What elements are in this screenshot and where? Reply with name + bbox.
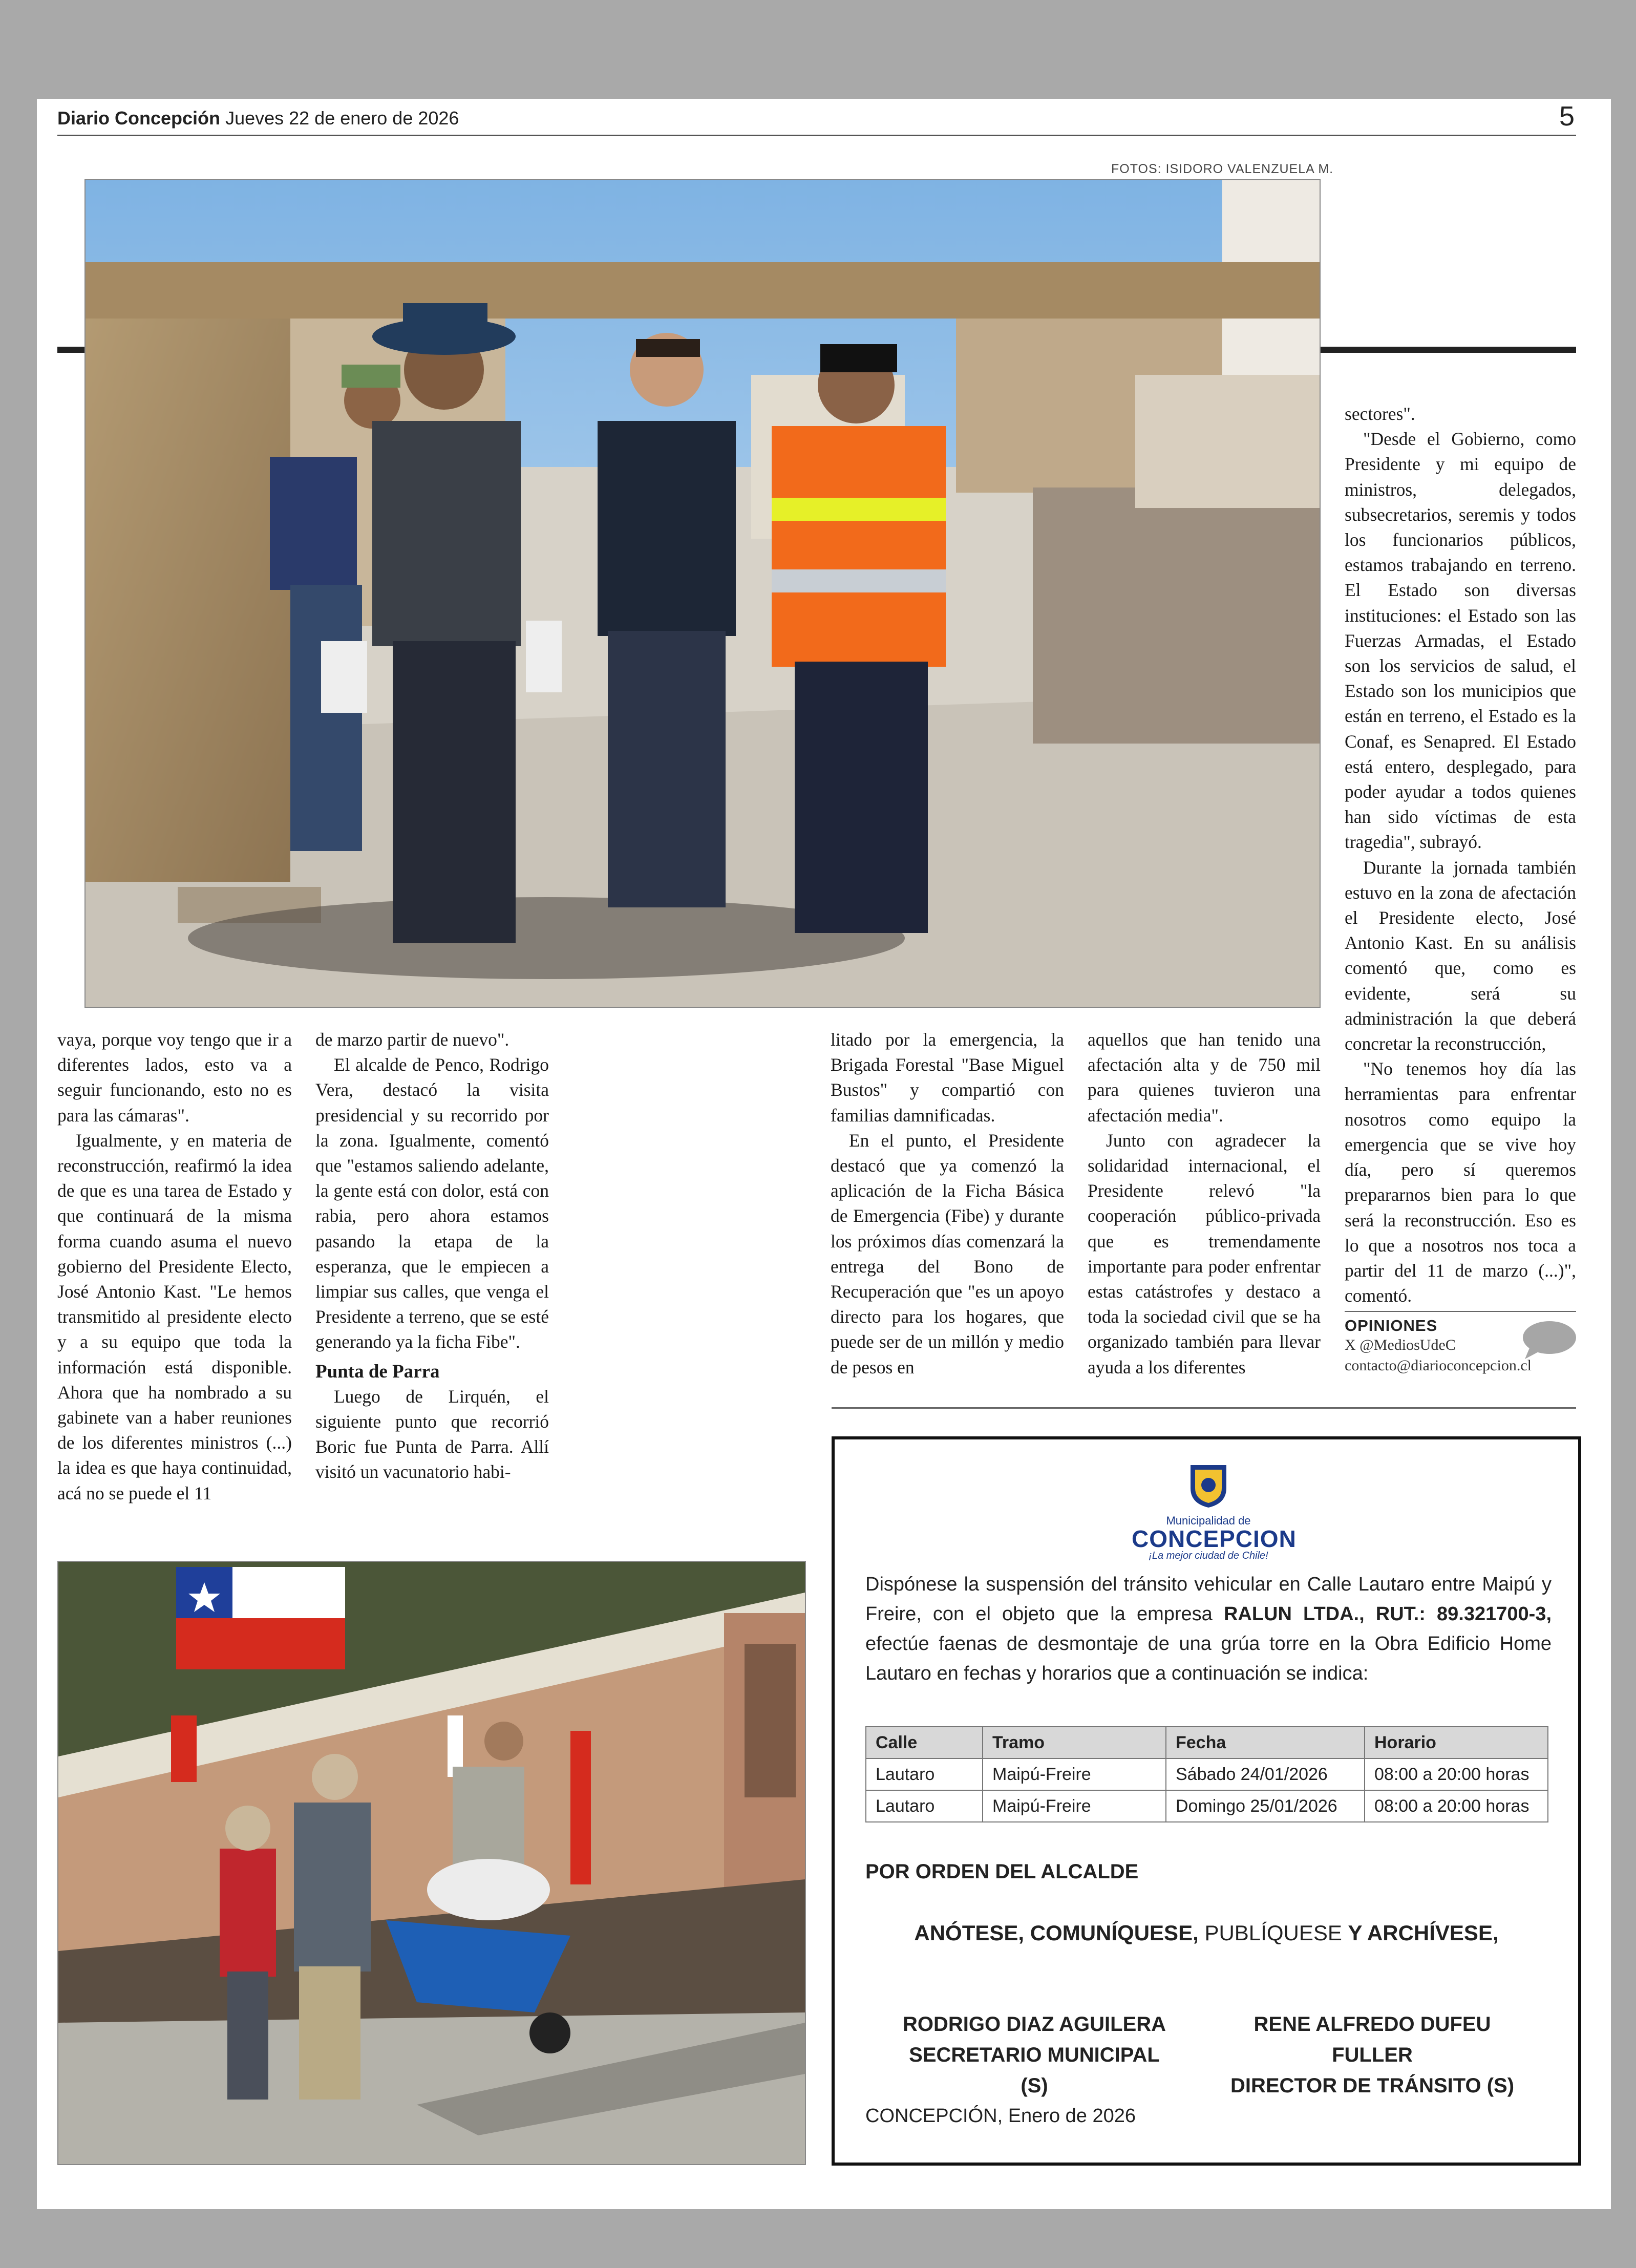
cell-tramo: Maipú-Freire	[983, 1758, 1166, 1790]
anotese-part-2: PUBLÍQUESE	[1204, 1921, 1342, 1945]
article-column-2	[315, 1027, 549, 1485]
col2-paragraph-3: Luego de Lirquén, el siguiente punto que recorrió Boric fue Punta de Parra. Allí visitó un vacunatorio habi-	[315, 1386, 549, 1482]
notice-top-divider	[832, 1407, 1576, 1409]
col3-paragraph-1: litado por la emergencia, la Brigada Forestal "Base Miguel Bustos" y compartió con familias damnificadas.	[831, 1029, 1064, 1126]
col1-paragraph-2: Igualmente, y en materia de reconstrucción, reafirmó la idea de que es una tarea de Estado y que continuará de la misma forma cuando asuma el nuevo gobierno del Presidente Electo, José Antonio Kast. "Le hemos transmitido al presidente electo y a su equipo que toda la información está disponible. Ahora que ha nombrado a su gabinete van a haber reuniones de los diferentes ministros (...) la idea es que haya continuidad, acá no se puede el 11	[57, 1130, 292, 1503]
col5-paragraph-4: "No tenemos hoy día las herramientas para enfrentar nosotros como equipo la emergencia que se vive hoy día, pero sí queremos prepararnos bien para lo que será la reconstrucción. Eso es lo que a nosotros nos toca a partir del 11 de marzo (...)", comentó.	[1345, 1058, 1576, 1306]
col2-paragraph-1: de marzo partir de nuevo".	[315, 1029, 509, 1050]
main-photo-illustration	[86, 180, 1320, 1007]
th-tramo: Tramo	[983, 1727, 1166, 1758]
table-row	[866, 1758, 1548, 1790]
anotese-line	[835, 1921, 1578, 1945]
director-title: DIRECTOR DE TRÁNSITO (S)	[1230, 2074, 1515, 2097]
article-column-1	[57, 1027, 292, 1506]
municipal-notice	[832, 1436, 1581, 2166]
cell-calle: Lautaro	[866, 1758, 983, 1790]
opinions-divider	[1345, 1311, 1576, 1312]
table-row	[866, 1790, 1548, 1822]
secretary-name: RODRIGO DIAZ AGUILERA	[902, 2013, 1166, 2036]
col3-paragraph-2: En el punto, el Presidente destacó que ya comenzó la aplicación de la Ficha Básica de Emergencia (Fibe) y durante los próximos días comenzará la entrega del Bono de Recuperación que "es un apoyo directo para los hogares, que puede ser de un millón y medio de pesos en	[831, 1130, 1064, 1377]
opinions-twitter[interactable]: X @MediosUdeC	[1345, 1337, 1456, 1353]
place-date: CONCEPCIÓN, Enero de 2026	[865, 2105, 1136, 2127]
municipal-logo	[1132, 1462, 1297, 1565]
th-horario: Horario	[1365, 1727, 1548, 1758]
article-column-3	[831, 1027, 1064, 1380]
cell-fecha: Domingo 25/01/2026	[1166, 1790, 1365, 1822]
col4-paragraph-2: Junto con agradecer la solidaridad internacional, el Presidente relevó "la cooperación público-privada que es tremendamente importante para poder enfrentar estas catástrofes y destaco a toda la sociedad civil que se ha organizado también para llevar ayuda a los diferentes	[1088, 1130, 1321, 1377]
opinions-title: OPINIONES	[1345, 1317, 1438, 1334]
speech-bubble-icon	[1520, 1320, 1576, 1360]
signature-director	[1219, 2009, 1526, 2101]
logo-municipalidad: Municipalidad de	[1166, 1514, 1251, 1527]
section-rule-left	[57, 347, 86, 353]
director-name: RENE ALFREDO DUFEU FULLER	[1253, 2013, 1491, 2066]
logo-concepcion: CONCEPCION	[1132, 1525, 1297, 1552]
page-header	[57, 108, 459, 129]
col5-paragraph-2: "Desde el Gobierno, como Presidente y mi equipo de ministros, delegados, subsecretarios, seremis y todos los funcionarios públicos, estamos trabajando en terreno. El Estado son diversas instituciones: el Estado son las Fuerzas Armadas, el Estado son los servicios de salud, el Estado son los municipios que están en terreno, el Estado es la Conaf, es Senapred. El Estado está entero, desplegado, para poder ayudar a todos quienes han sido víctimas de esta tragedia", subrayó.	[1345, 429, 1576, 853]
cell-horario: 08:00 a 20:00 horas	[1365, 1758, 1548, 1790]
cell-calle: Lautaro	[866, 1790, 983, 1822]
page-number: 5	[1559, 101, 1575, 132]
cell-tramo: Maipú-Freire	[983, 1790, 1166, 1822]
th-fecha: Fecha	[1166, 1727, 1365, 1758]
article-column-5	[1345, 401, 1576, 1308]
col5-paragraph-3: Durante la jornada también estuvo en la zona de afectación el Presidente electo, José Antonio Kast. En su análisis comentó que, como es evidente, será su administración la que deberá concretar la reconstrucción,	[1345, 857, 1576, 1054]
th-calle: Calle	[866, 1727, 983, 1758]
opinions-email[interactable]: contacto@diarioconcepcion.cl	[1345, 1357, 1532, 1374]
logo-slogan: ¡La mejor ciudad de Chile!	[1149, 1550, 1268, 1561]
table-header-row	[866, 1727, 1548, 1758]
cleanup-photo-illustration	[58, 1562, 805, 2164]
col5-paragraph-1: sectores".	[1345, 404, 1415, 424]
cell-horario: 08:00 a 20:00 horas	[1365, 1790, 1548, 1822]
col2-paragraph-2: El alcalde de Penco, Rodrigo Vera, destacó la visita presidencial y su recorrido por la zona. Igualmente, comentó que "estamos saliendo adelante, la gente está con dolor, está con rabia, pero ahora estamos pasando la etapa de la esperanza, que le empiecen a limpiar sus calles, que venga el Presidente a terreno, que se esté generando ya la ficha Fibe".	[315, 1054, 549, 1352]
header-divider	[57, 135, 1576, 136]
article-column-4	[1088, 1027, 1321, 1380]
issue-date: Jueves 22 de enero de 2026	[225, 108, 459, 129]
section-rule-right	[1319, 347, 1576, 353]
order-line: POR ORDEN DEL ALCALDE	[865, 1860, 1139, 1883]
closure-schedule-table	[865, 1726, 1548, 1822]
photo-credit: FOTOS: ISIDORO VALENZUELA M.	[1111, 162, 1334, 176]
notice-body	[865, 1570, 1552, 1688]
cell-fecha: Sábado 24/01/2026	[1166, 1758, 1365, 1790]
secretary-title: SECRETARIO MUNICIPAL (S)	[909, 2044, 1160, 2097]
cleanup-photo	[57, 1561, 806, 2165]
paper-name: Diario Concepción	[57, 108, 221, 129]
signature-secretary	[901, 2009, 1167, 2101]
notice-body-post: efectúe faenas de desmontaje de una grúa torre en la Obra Edificio Home Lautaro en fechas y horarios que a continuación se indica:	[865, 1633, 1552, 1684]
city-shield-icon	[1188, 1462, 1229, 1509]
main-photo	[84, 179, 1321, 1008]
anotese-part-3: Y ARCHÍVESE,	[1348, 1921, 1499, 1945]
col4-paragraph-1: aquellos que han tenido una afectación alta y de 750 mil para quienes tuvieron una afectación media".	[1088, 1029, 1321, 1126]
subheading-punta-de-parra: Punta de Parra	[315, 1361, 440, 1382]
col1-paragraph-1: vaya, porque voy tengo que ir a diferentes lados, esto va a seguir funcionando, esto no es para las cámaras".	[57, 1029, 292, 1126]
notice-company: RALUN LTDA., RUT.: 89.321700-3,	[1223, 1603, 1552, 1625]
notice-body-pre: Dispónese la suspensión del tránsito vehicular en Calle Lautaro entre Maipú y Freire, con el objeto que la empresa	[865, 1574, 1552, 1625]
anotese-part-1: ANÓTESE, COMUNÍQUESE,	[914, 1921, 1199, 1945]
